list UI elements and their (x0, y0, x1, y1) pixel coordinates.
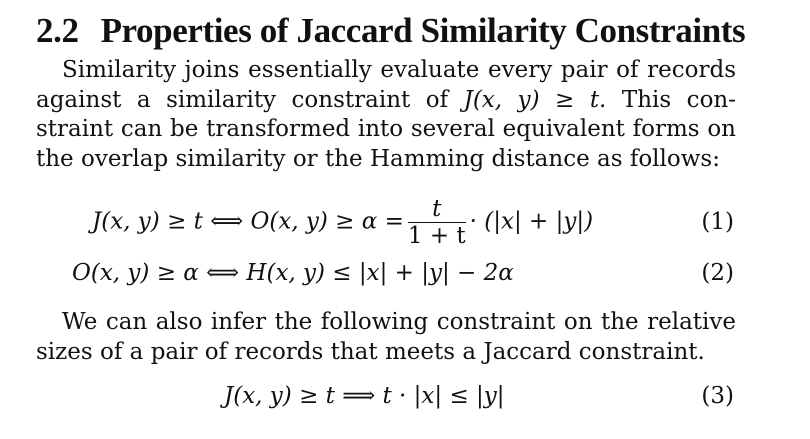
inline-math-jaccard: J(x, y) ≥ t. (463, 86, 607, 113)
equation-3 (224, 383, 505, 409)
equation-2-content: O(x, y) ≥ α ⟺ H(x, y) ≤ |x| + |y| − 2α (72, 260, 514, 286)
paragraph-1-line-2-text: against a similarity constraint of (36, 86, 449, 113)
section-heading (36, 10, 745, 52)
equation-3-number: (3) (701, 383, 734, 409)
equation-3-content: J(x, y) ≥ t ⟹ t · |x| ≤ |y| (224, 383, 505, 409)
section-number: 2.2 (36, 11, 79, 50)
equation-1-number: (1) (701, 209, 734, 235)
paragraph-1 (36, 56, 736, 174)
equation-1-numerator: t (408, 196, 466, 223)
equation-1 (92, 196, 593, 249)
paragraph-1-line-3: straint can be transformed into several equivalent forms on (36, 116, 736, 142)
equation-2 (72, 260, 514, 286)
paragraph-1-line-1: Similarity joins essentially evaluate every pair of records (62, 57, 736, 83)
equation-1-rhs: · (|x| + |y|) (469, 208, 594, 235)
paragraph-2-line-1: We can also infer the following constraint on the relative (62, 309, 736, 335)
equation-1-fraction (408, 196, 466, 249)
paragraph-1-line-2-end: This con- (621, 86, 736, 113)
paragraph-1-line-4: the overlap similarity or the Hamming distance as follows: (36, 145, 720, 172)
paragraph-1-line-2 (36, 86, 736, 116)
paragraph-2-line-2: sizes of a pair of records that meets a Jaccard constraint. (36, 338, 705, 365)
equation-1-lhs: J(x, y) ≥ t ⟺ O(x, y) ≥ α = (92, 208, 404, 235)
paragraph-2 (36, 308, 736, 367)
equation-2-number: (2) (701, 260, 734, 286)
equation-1-denominator: 1 + t (407, 223, 466, 249)
section-title: Properties of Jaccard Similarity Constraints (100, 11, 746, 50)
